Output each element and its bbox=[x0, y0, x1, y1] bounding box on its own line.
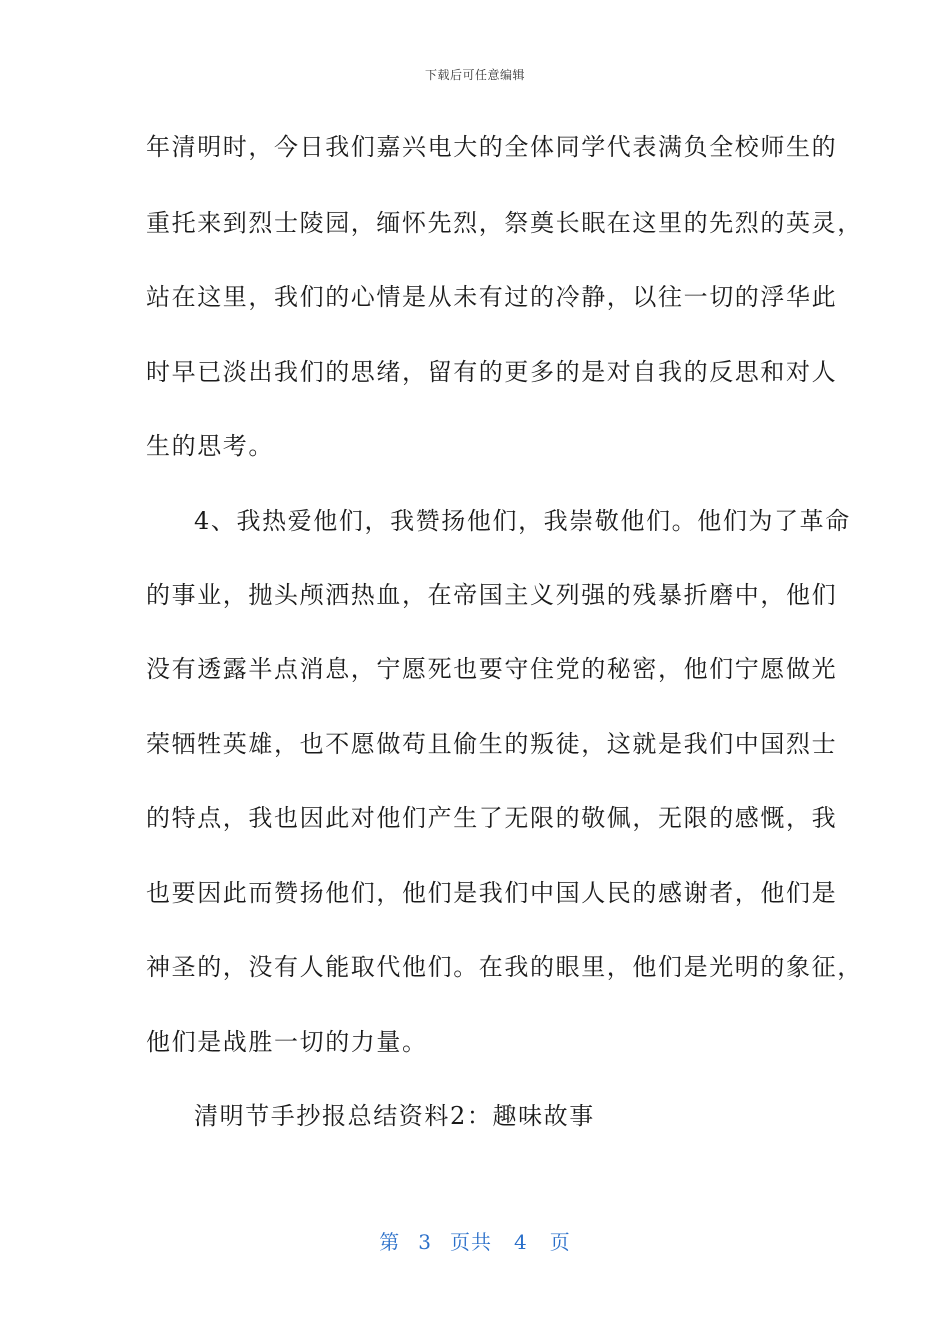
paragraph-line: 生的思考。 bbox=[146, 432, 274, 460]
page-label-middle: 页共 bbox=[450, 1230, 492, 1254]
paragraph-line: 神圣的，没有人能取代他们。在我的眼里，他们是光明的象征， bbox=[146, 953, 863, 981]
page-number-footer bbox=[0, 1226, 950, 1255]
paragraph-line: 年清明时，今日我们嘉兴电大的全体同学代表满负全校师生的 bbox=[146, 133, 838, 161]
paragraph-line: 没有透露半点消息，宁愿死也要守住党的秘密，他们宁愿做光 bbox=[146, 655, 838, 683]
section-heading: 清明节手抄报总结资料2：趣味故事 bbox=[194, 1102, 595, 1130]
paragraph-line: 的事业，抛头颅洒热血，在帝国主义列强的残暴折磨中，他们 bbox=[146, 581, 838, 609]
paragraph-line: 也要因此而赞扬他们，他们是我们中国人民的感谢者，他们是 bbox=[146, 879, 838, 907]
total-pages-number: 4 bbox=[514, 1230, 528, 1254]
page-label-prefix: 第 bbox=[379, 1230, 401, 1254]
current-page-number: 3 bbox=[418, 1230, 432, 1254]
paragraph-line: 的特点，我也因此对他们产生了无限的敬佩，无限的感慨，我 bbox=[146, 804, 838, 832]
paragraph-line: 时早已淡出我们的思绪，留有的更多的是对自我的反思和对人 bbox=[146, 358, 838, 386]
page-header-note: 下载后可任意编辑 bbox=[424, 68, 525, 82]
paragraph-line: 他们是战胜一切的力量。 bbox=[146, 1028, 428, 1056]
paragraph-line: 荣牺牲英雄，也不愿做苟且偷生的叛徒，这就是我们中国烈士 bbox=[146, 730, 838, 758]
paragraph-line: 4、我热爱他们，我赞扬他们，我崇敬他们。他们为了革命 bbox=[194, 507, 851, 535]
paragraph-line: 重托来到烈士陵园，缅怀先烈，祭奠长眠在这里的先烈的英灵， bbox=[146, 209, 863, 237]
page-label-suffix: 页 bbox=[549, 1230, 571, 1254]
paragraph-line: 站在这里，我们的心情是从未有过的冷静，以往一切的浮华此 bbox=[146, 283, 838, 311]
